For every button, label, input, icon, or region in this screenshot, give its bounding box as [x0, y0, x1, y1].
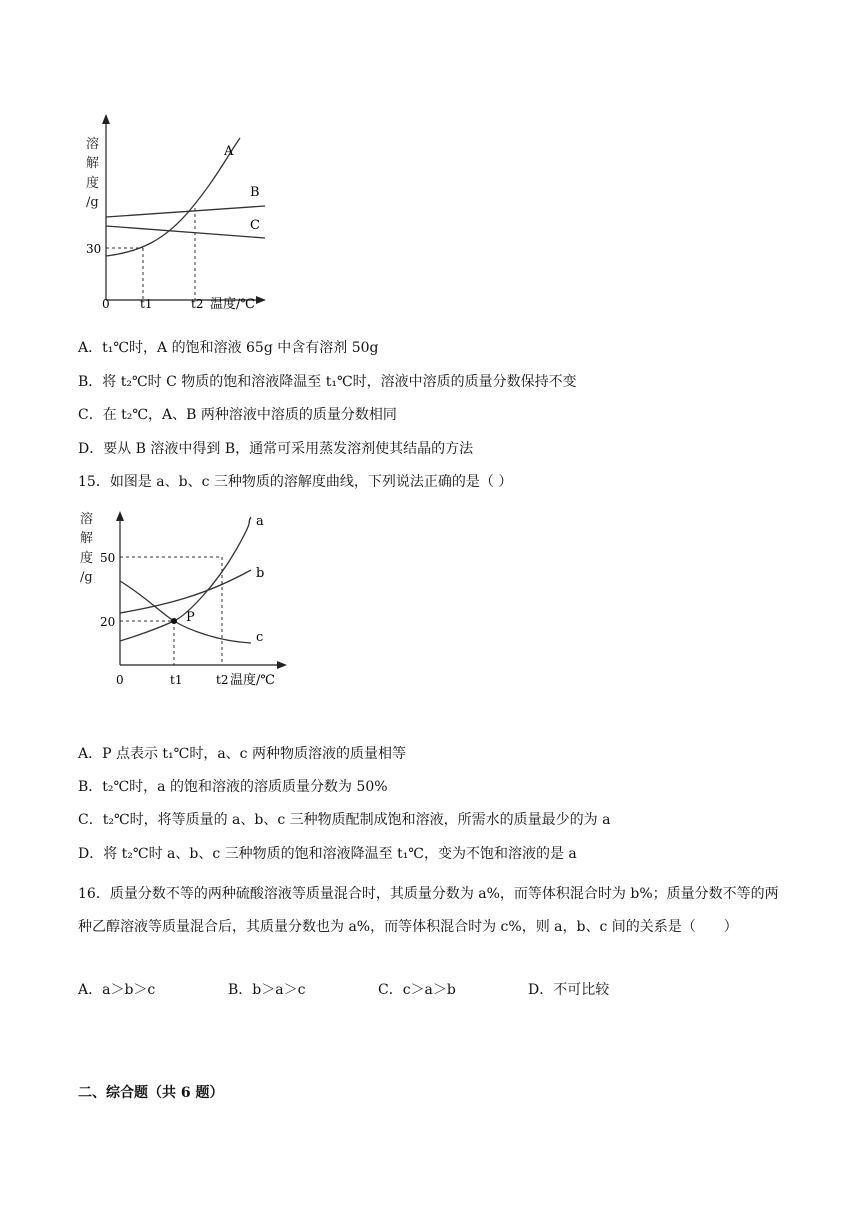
y-tick-50: 50	[100, 551, 116, 565]
origin-label: 0	[116, 673, 124, 687]
x-tick-t1: t1	[170, 673, 183, 687]
series-label-c: c	[256, 630, 264, 645]
q16-option-b: B．b＞a＞c	[228, 982, 306, 998]
x-axis-arrow	[277, 661, 287, 669]
q14-option-a: A．t₁℃时，A 的饱和溶液 65g 中含有溶剂 50g	[78, 340, 379, 356]
q14-option-d: D．要从 B 溶液中得到 B，通常可采用蒸发溶剂使其结晶的方法	[78, 441, 474, 457]
q14-option-c: C．在 t₂℃，A、B 两种溶液中溶质的质量分数相同	[78, 407, 397, 423]
q15-option-a: A．P 点表示 t₁℃时，a、c 两种物质溶液的质量相等	[78, 746, 406, 762]
point-P	[171, 618, 177, 624]
solubility-chart-2	[76, 505, 296, 690]
series-label-b: b	[256, 566, 265, 581]
q15-stem: 15．如图是 a、b、c 三种物质的溶解度曲线，下列说法正确的是（ ）	[78, 474, 513, 490]
y-tick-30: 30	[86, 242, 102, 256]
x-tick-t1: t1	[140, 297, 153, 311]
y-tick-20: 20	[100, 615, 116, 629]
x-tick-t2: t2	[216, 673, 229, 687]
section-heading: 二、综合题（共 6 题）	[78, 1085, 224, 1101]
curve-b	[120, 570, 251, 613]
q16-option-c: C．c＞a＞b	[378, 982, 456, 998]
q16-option-a: A．a＞b＞c	[78, 982, 156, 998]
y-axis-arrow	[116, 511, 124, 521]
origin-label: 0	[102, 297, 110, 311]
series-label-A: A	[224, 144, 234, 159]
solubility-chart-1	[80, 110, 280, 320]
y-axis-label: 溶解度/g	[80, 512, 94, 585]
x-axis-arrow	[256, 296, 266, 304]
curve-C	[106, 226, 265, 238]
q16-option-d: D．不可比较	[528, 982, 610, 998]
x-axis-label: 温度/℃	[230, 673, 275, 688]
series-label-B: B	[250, 185, 260, 200]
series-label-a: a	[256, 514, 264, 529]
q16-options	[78, 980, 609, 1000]
series-label-C: C	[250, 218, 260, 233]
q15-option-d: D．将 t₂℃时 a、b、c 三种物质的饱和溶液降温至 t₁℃，变为不饱和溶液的是 a	[78, 846, 577, 862]
x-axis-label: 温度/℃	[210, 297, 255, 312]
q16-stem: 16．质量分数不等的两种硫酸溶液等质量混合时，其质量分数为 a%，而等体积混合时为 b%；质量分数不等的两种乙醇溶液等质量混合后，其质量分数也为 a%，而等体积混合时为 c%，则 a，b、c 间的关系是（ ）	[78, 886, 779, 935]
x-tick-t2: t2	[191, 297, 204, 311]
q15-option-c: C．t₂℃时，将等质量的 a、b、c 三种物质配制成饱和溶液，所需水的质量最少的为 a	[78, 812, 611, 828]
curve-A	[106, 138, 240, 256]
q14-option-b: B．将 t₂℃时 C 物质的饱和溶液降温至 t₁℃时，溶液中溶质的质量分数保持不变	[78, 374, 577, 390]
q15-option-b: B．t₂℃时，a 的饱和溶液的溶质质量分数为 50%	[78, 779, 388, 795]
point-P-label: P	[186, 610, 195, 625]
y-axis-arrow	[102, 114, 110, 124]
y-axis-label: 溶解度/g	[86, 137, 100, 210]
